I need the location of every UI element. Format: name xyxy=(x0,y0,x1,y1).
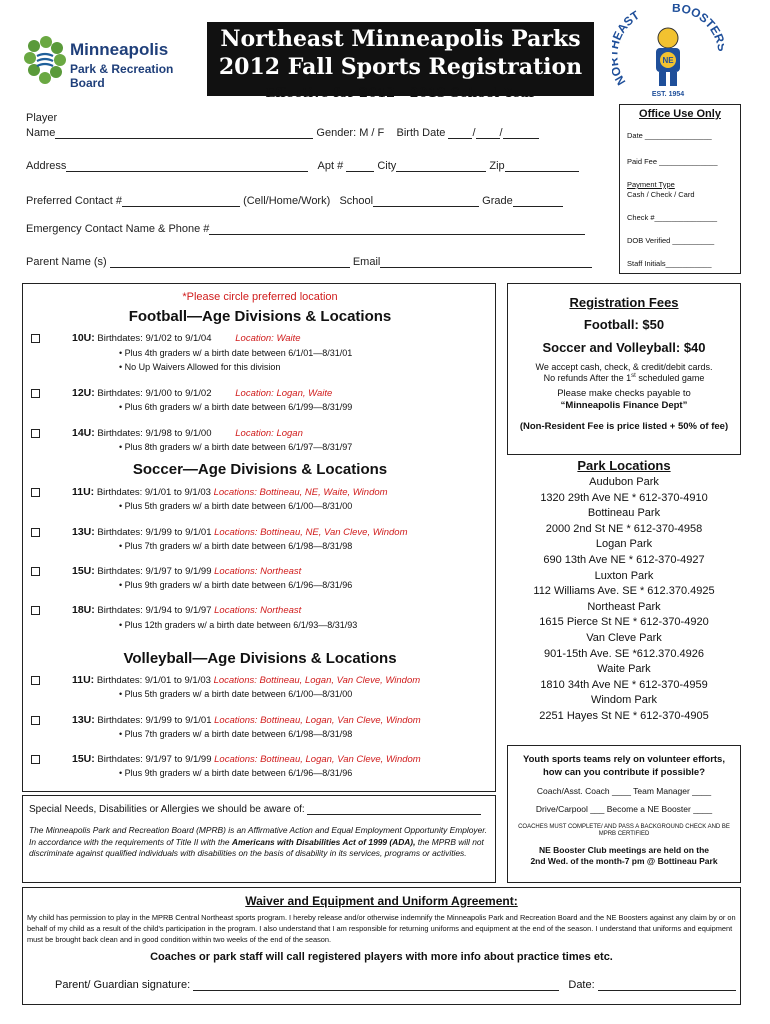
volleyball-11u-checkbox[interactable] xyxy=(31,676,40,685)
email-field[interactable] xyxy=(380,257,592,268)
football-14u-note-1: • Plus 8th graders w/ a birth date between 6/1/97—8/31/97 xyxy=(119,442,353,452)
park-address: 901-15th Ave. SE *612.370.4926 xyxy=(543,647,705,660)
checks-payee: “Minneapolis Finance Dept” xyxy=(560,400,688,411)
waiver-box xyxy=(22,887,741,1005)
signature-field[interactable] xyxy=(193,980,559,991)
volunteer-box xyxy=(507,745,741,883)
signature-date-field[interactable] xyxy=(598,980,736,991)
park-name: Van Cleve Park xyxy=(586,631,662,644)
football-12u-checkbox[interactable] xyxy=(31,389,40,398)
park-name: Logan Park xyxy=(595,538,653,551)
park-locations xyxy=(507,458,741,725)
non-resident-fee: (Non-Resident Fee is price listed + 50% of fee) xyxy=(519,421,729,432)
soccer-15u-checkbox[interactable] xyxy=(31,567,40,576)
parent-label: Parent Name (s) xyxy=(26,256,107,268)
soccer-18u-location: Locations: Northeast xyxy=(214,605,302,616)
football-10u-row: 10U: Birthdates: 9/1/02 to 9/1/04 Location: Waite xyxy=(31,332,301,344)
name-label: Name xyxy=(26,127,56,139)
park-address: 690 13th Ave NE * 612-370-4927 xyxy=(543,553,705,566)
birth-month-field[interactable] xyxy=(448,128,472,139)
city-field[interactable] xyxy=(396,161,486,172)
emergency-row xyxy=(26,223,585,235)
city-label: City xyxy=(377,160,397,172)
title-line-1: Northeast Minneapolis Parks xyxy=(220,26,581,52)
football-10u-checkbox[interactable] xyxy=(31,334,40,343)
soccer-11u-row: 11U: Birthdates: 9/1/01 to 9/1/03 Locations: Bottineau, NE, Waite, Windom xyxy=(31,486,388,498)
volleyball-13u-location: Locations: Bottineau, Logan, Van Cleve, Windom xyxy=(214,715,421,726)
park-name: Luxton Park xyxy=(594,569,654,582)
park-address: 1810 34th Ave NE * 612-370-4959 xyxy=(540,678,708,691)
volunteer-carpool-option: Drive/Carpool ___ Become a NE Booster ____ xyxy=(535,804,713,814)
soccer-15u-location: Locations: Northeast xyxy=(214,566,302,577)
background-check-note-2: MPRB CERTIFIED xyxy=(598,831,650,837)
football-12u-row: 12U: Birthdates: 9/1/00 to 9/1/02 Location: Logan, Waite xyxy=(31,387,332,399)
soccer-heading: Soccer—Age Divisions & Locations xyxy=(132,461,388,478)
zip-field[interactable] xyxy=(505,161,579,172)
office-check: Check #_______________ xyxy=(627,213,718,222)
volleyball-13u-checkbox[interactable] xyxy=(31,716,40,725)
svg-text:BOOSTERS xyxy=(672,4,724,52)
soccer-18u-checkbox[interactable] xyxy=(31,606,40,615)
football-10u-location: Location: Waite xyxy=(235,333,301,344)
football-12u-note-1: • Plus 6th graders w/ a birth date between 6/1/99—8/31/99 xyxy=(119,402,353,412)
special-needs-box xyxy=(22,795,496,883)
soccer-13u-checkbox[interactable] xyxy=(31,528,40,537)
football-12u-location: Location: Logan, Waite xyxy=(235,388,333,399)
office-use-box xyxy=(619,104,741,274)
parent-row xyxy=(26,256,592,268)
contact-row xyxy=(26,195,563,207)
school-field[interactable] xyxy=(373,196,479,207)
office-payment-type: Payment Type xyxy=(627,180,675,189)
football-10u-note-1: • Plus 4th graders w/ a birth date between 6/1/01—8/31/01 xyxy=(119,348,353,358)
park-name: Waite Park xyxy=(597,663,651,676)
football-10u-note-2: • No Up Waivers Allowed for this division xyxy=(119,362,281,372)
contact-types: (Cell/Home/Work) xyxy=(243,195,331,207)
birthdate-label: Birth Date xyxy=(396,127,446,139)
subtitle: Effective for 2012 - 2013 School Year xyxy=(265,86,536,101)
parks-title: Park Locations xyxy=(577,458,671,473)
special-needs-question: Special Needs, Disabilities or Allergies we should be aware of: xyxy=(29,804,305,815)
refund-policy: No refunds After the 1st scheduled game xyxy=(543,373,705,383)
registration-fees-box xyxy=(507,283,741,455)
park-address: 1615 Pierce St NE * 612-370-4920 xyxy=(539,616,709,629)
volleyball-15u-note-1: • Plus 9th graders w/ a birth date between 6/1/96—8/31/96 xyxy=(119,768,353,778)
soccer-11u-location: Locations: Bottineau, NE, Waite, Windom xyxy=(213,487,388,498)
office-staff: Staff Initials___________ xyxy=(627,259,712,268)
circle-location-note: *Please circle preferred location xyxy=(182,291,338,303)
park-name: Audubon Park xyxy=(589,476,659,488)
title-line-2: 2012 Fall Sports Registration xyxy=(218,54,583,80)
contact-field[interactable] xyxy=(122,196,240,207)
volleyball-11u-row: 11U: Birthdates: 9/1/01 to 9/1/03 Locations: Bottineau, Logan, Van Cleve, Windom xyxy=(31,674,420,686)
park-address: 1320 29th Ave NE * 612-370-4910 xyxy=(540,491,708,504)
volleyball-11u-location: Locations: Bottineau, Logan, Van Cleve, Windom xyxy=(213,675,421,686)
seal-badge-text: NE xyxy=(662,56,674,65)
football-14u-location: Location: Logan xyxy=(235,428,303,439)
soccer-11u-checkbox[interactable] xyxy=(31,488,40,497)
park-address: 2000 2nd St NE * 612-370-4958 xyxy=(545,522,703,535)
soccer-13u-location: Locations: Bottineau, NE, Van Cleve, Windom xyxy=(214,527,408,538)
fees-title: Registration Fees xyxy=(569,295,679,310)
apt-label: Apt # xyxy=(317,160,344,172)
soccer-11u-note-1: • Plus 5th graders w/ a birth date between 6/1/00—8/31/00 xyxy=(119,501,353,511)
divisions-box xyxy=(22,283,496,792)
office-paid-fee: Paid Fee ______________ xyxy=(627,157,718,166)
office-title: Office Use Only xyxy=(639,108,721,120)
volleyball-15u-row: 15U: Birthdates: 9/1/97 to 9/1/99 Locations: Bottineau, Logan, Van Cleve, Windom xyxy=(31,753,421,765)
background-check-note-1: COACHES MUST COMPLETE/ AND PASS A BACKGROUND CHECK AND BE xyxy=(518,824,730,830)
address-field[interactable] xyxy=(66,161,308,172)
volleyball-heading: Volleyball—Age Divisions & Locations xyxy=(123,650,397,667)
waiver-text: My child has permission to play in the MPRB Central Northeast sports program. I hereby release and/or otherwise indemnify the Minneapolis Park and Recreation Board and the NE Boosters against any claim by or on behalf of my child as a result of the child's participation in the program. I also understand that I am responsible for returning uniforms and equipment at the end of the season. I understand that uniforms and equipment must be brought back clean and in good condition within two weeks of the end of the season. xyxy=(27,913,736,944)
volleyball-15u-checkbox[interactable] xyxy=(31,755,40,764)
logo-title: Minneapolis xyxy=(70,40,169,59)
office-payment-options: Cash / Check / Card xyxy=(627,190,695,199)
fee-soccer-volleyball: Soccer and Volleyball: $40 xyxy=(542,340,706,355)
signature-label: Parent/ Guardian signature: xyxy=(55,979,191,991)
soccer-13u-note-1: • Plus 7th graders w/ a birth date between 6/1/98—8/31/98 xyxy=(119,541,353,551)
parks-list xyxy=(507,475,741,725)
volleyball-13u-note-1: • Plus 7th graders w/ a birth date between 6/1/98—8/31/98 xyxy=(119,729,353,739)
zip-label: Zip xyxy=(489,160,505,172)
soccer-18u-row: 18U: Birthdates: 9/1/94 to 9/1/97 Locations: Northeast xyxy=(31,604,301,616)
office-dob: DOB Verified __________ xyxy=(627,236,715,245)
birth-year-field[interactable] xyxy=(503,128,539,139)
soccer-15u-note-1: • Plus 9th graders w/ a birth date between 6/1/96—8/31/96 xyxy=(119,580,353,590)
date-label: Date: xyxy=(568,979,595,991)
name-field[interactable] xyxy=(55,128,313,139)
football-14u-checkbox[interactable] xyxy=(31,429,40,438)
grade-label: Grade xyxy=(482,195,513,207)
leaf-cluster-icon xyxy=(22,36,68,86)
boosters-seal-icon xyxy=(612,4,724,100)
svg-text:NORTHEAST xyxy=(612,8,642,88)
waiver-title: Waiver and Equipment and Uniform Agreement: xyxy=(245,894,518,908)
park-address: 2251 Hayes St NE * 612-370-4905 xyxy=(539,709,709,722)
special-needs-field[interactable] xyxy=(307,804,481,815)
park-name: Windom Park xyxy=(590,694,658,707)
seal-top-text: N AST xyxy=(612,8,642,88)
payment-methods: We accept cash, check, & credit/debit cards. xyxy=(535,362,713,372)
volleyball-15u-location: Locations: Bottineau, Logan, Van Cleve, Windom xyxy=(214,754,421,765)
volunteer-coach-option: Coach/Asst. Coach ____ Team Manager ____ xyxy=(536,786,712,796)
park-address: 112 Williams Ave. SE * 612.370.4925 xyxy=(533,585,715,598)
address-label: Address xyxy=(26,160,67,172)
office-date: Date ________________ xyxy=(627,131,712,140)
parent-field[interactable] xyxy=(110,257,350,268)
gender-label: Gender: M / F xyxy=(316,127,385,139)
soccer-15u-row: 15U: Birthdates: 9/1/97 to 9/1/99 Locations: Northeast xyxy=(31,565,301,577)
seal-right-text: BOOSTE xyxy=(671,4,724,38)
seal-est-text: EST. 1954 xyxy=(651,91,685,98)
eeo-statement: The Minneapolis Park and Recreation Board (MPRB) is an Affirmative Action and Equal Employment Opportunity Employer. In accordance with the requirements of Title II with the Americans with Disabilities Act of 1999 (ADA), the MPRB will not discriminate against qualified individuals with disabilities on the basis of disability in its services, programs or activities. xyxy=(29,825,488,858)
football-heading: Football—Age Divisions & Locations xyxy=(128,308,392,325)
address-row xyxy=(26,160,579,172)
mprb-logo xyxy=(22,36,202,90)
volleyball-13u-row: 13U: Birthdates: 9/1/99 to 9/1/01 Locations: Bottineau, Logan, Van Cleve, Windom xyxy=(31,714,421,726)
volunteer-question-2: how can you contribute if possible? xyxy=(542,767,706,778)
grade-field[interactable] xyxy=(513,196,563,207)
title-banner xyxy=(207,22,594,96)
park-name: Bottineau Park xyxy=(587,507,661,520)
fee-football: Football: $50 xyxy=(583,317,665,332)
park-name: Northeast Park xyxy=(587,600,661,613)
emergency-field[interactable] xyxy=(209,224,585,235)
booster-meeting-1: NE Booster Club meetings are held on the xyxy=(538,845,710,855)
logo-subtitle: Park & Recreation Board xyxy=(70,62,174,90)
coaches-call-note: Coaches or park staff will call registered players with more info about practice times etc. xyxy=(150,951,613,963)
soccer-13u-row: 13U: Birthdates: 9/1/99 to 9/1/01 Locations: Bottineau, NE, Van Cleve, Windom xyxy=(31,526,408,538)
volleyball-11u-note-1: • Plus 5th graders w/ a birth date between 6/1/00—8/31/00 xyxy=(119,689,353,699)
school-label: School xyxy=(339,195,374,207)
boosters-seal xyxy=(612,4,724,100)
birth-day-field[interactable] xyxy=(476,128,500,139)
football-14u-row: 14U: Birthdates: 9/1/98 to 9/1/00 Location: Logan xyxy=(31,427,303,439)
email-label: Email xyxy=(352,256,381,268)
soccer-18u-note-1: • Plus 12th graders w/ a birth date between 6/1/93—8/31/93 xyxy=(119,620,358,630)
signature-row xyxy=(55,979,736,991)
name-row: Name Gender: M / F Birth Date / / xyxy=(26,127,539,139)
ada-reference: Americans with Disabilities Act of 1999 (ADA), xyxy=(231,836,416,847)
special-needs-row xyxy=(29,804,481,815)
checks-payable: Please make checks payable to xyxy=(557,388,691,399)
volunteer-question-1: Youth sports teams rely on volunteer efforts, xyxy=(522,754,725,765)
apt-field[interactable] xyxy=(346,161,374,172)
player-label: Player xyxy=(26,112,58,124)
contact-label: Preferred Contact # xyxy=(26,195,122,207)
emergency-label: Emergency Contact Name & Phone # xyxy=(26,223,210,235)
booster-meeting-2: 2nd Wed. of the month-7 pm @ Bottineau Park xyxy=(530,856,718,866)
